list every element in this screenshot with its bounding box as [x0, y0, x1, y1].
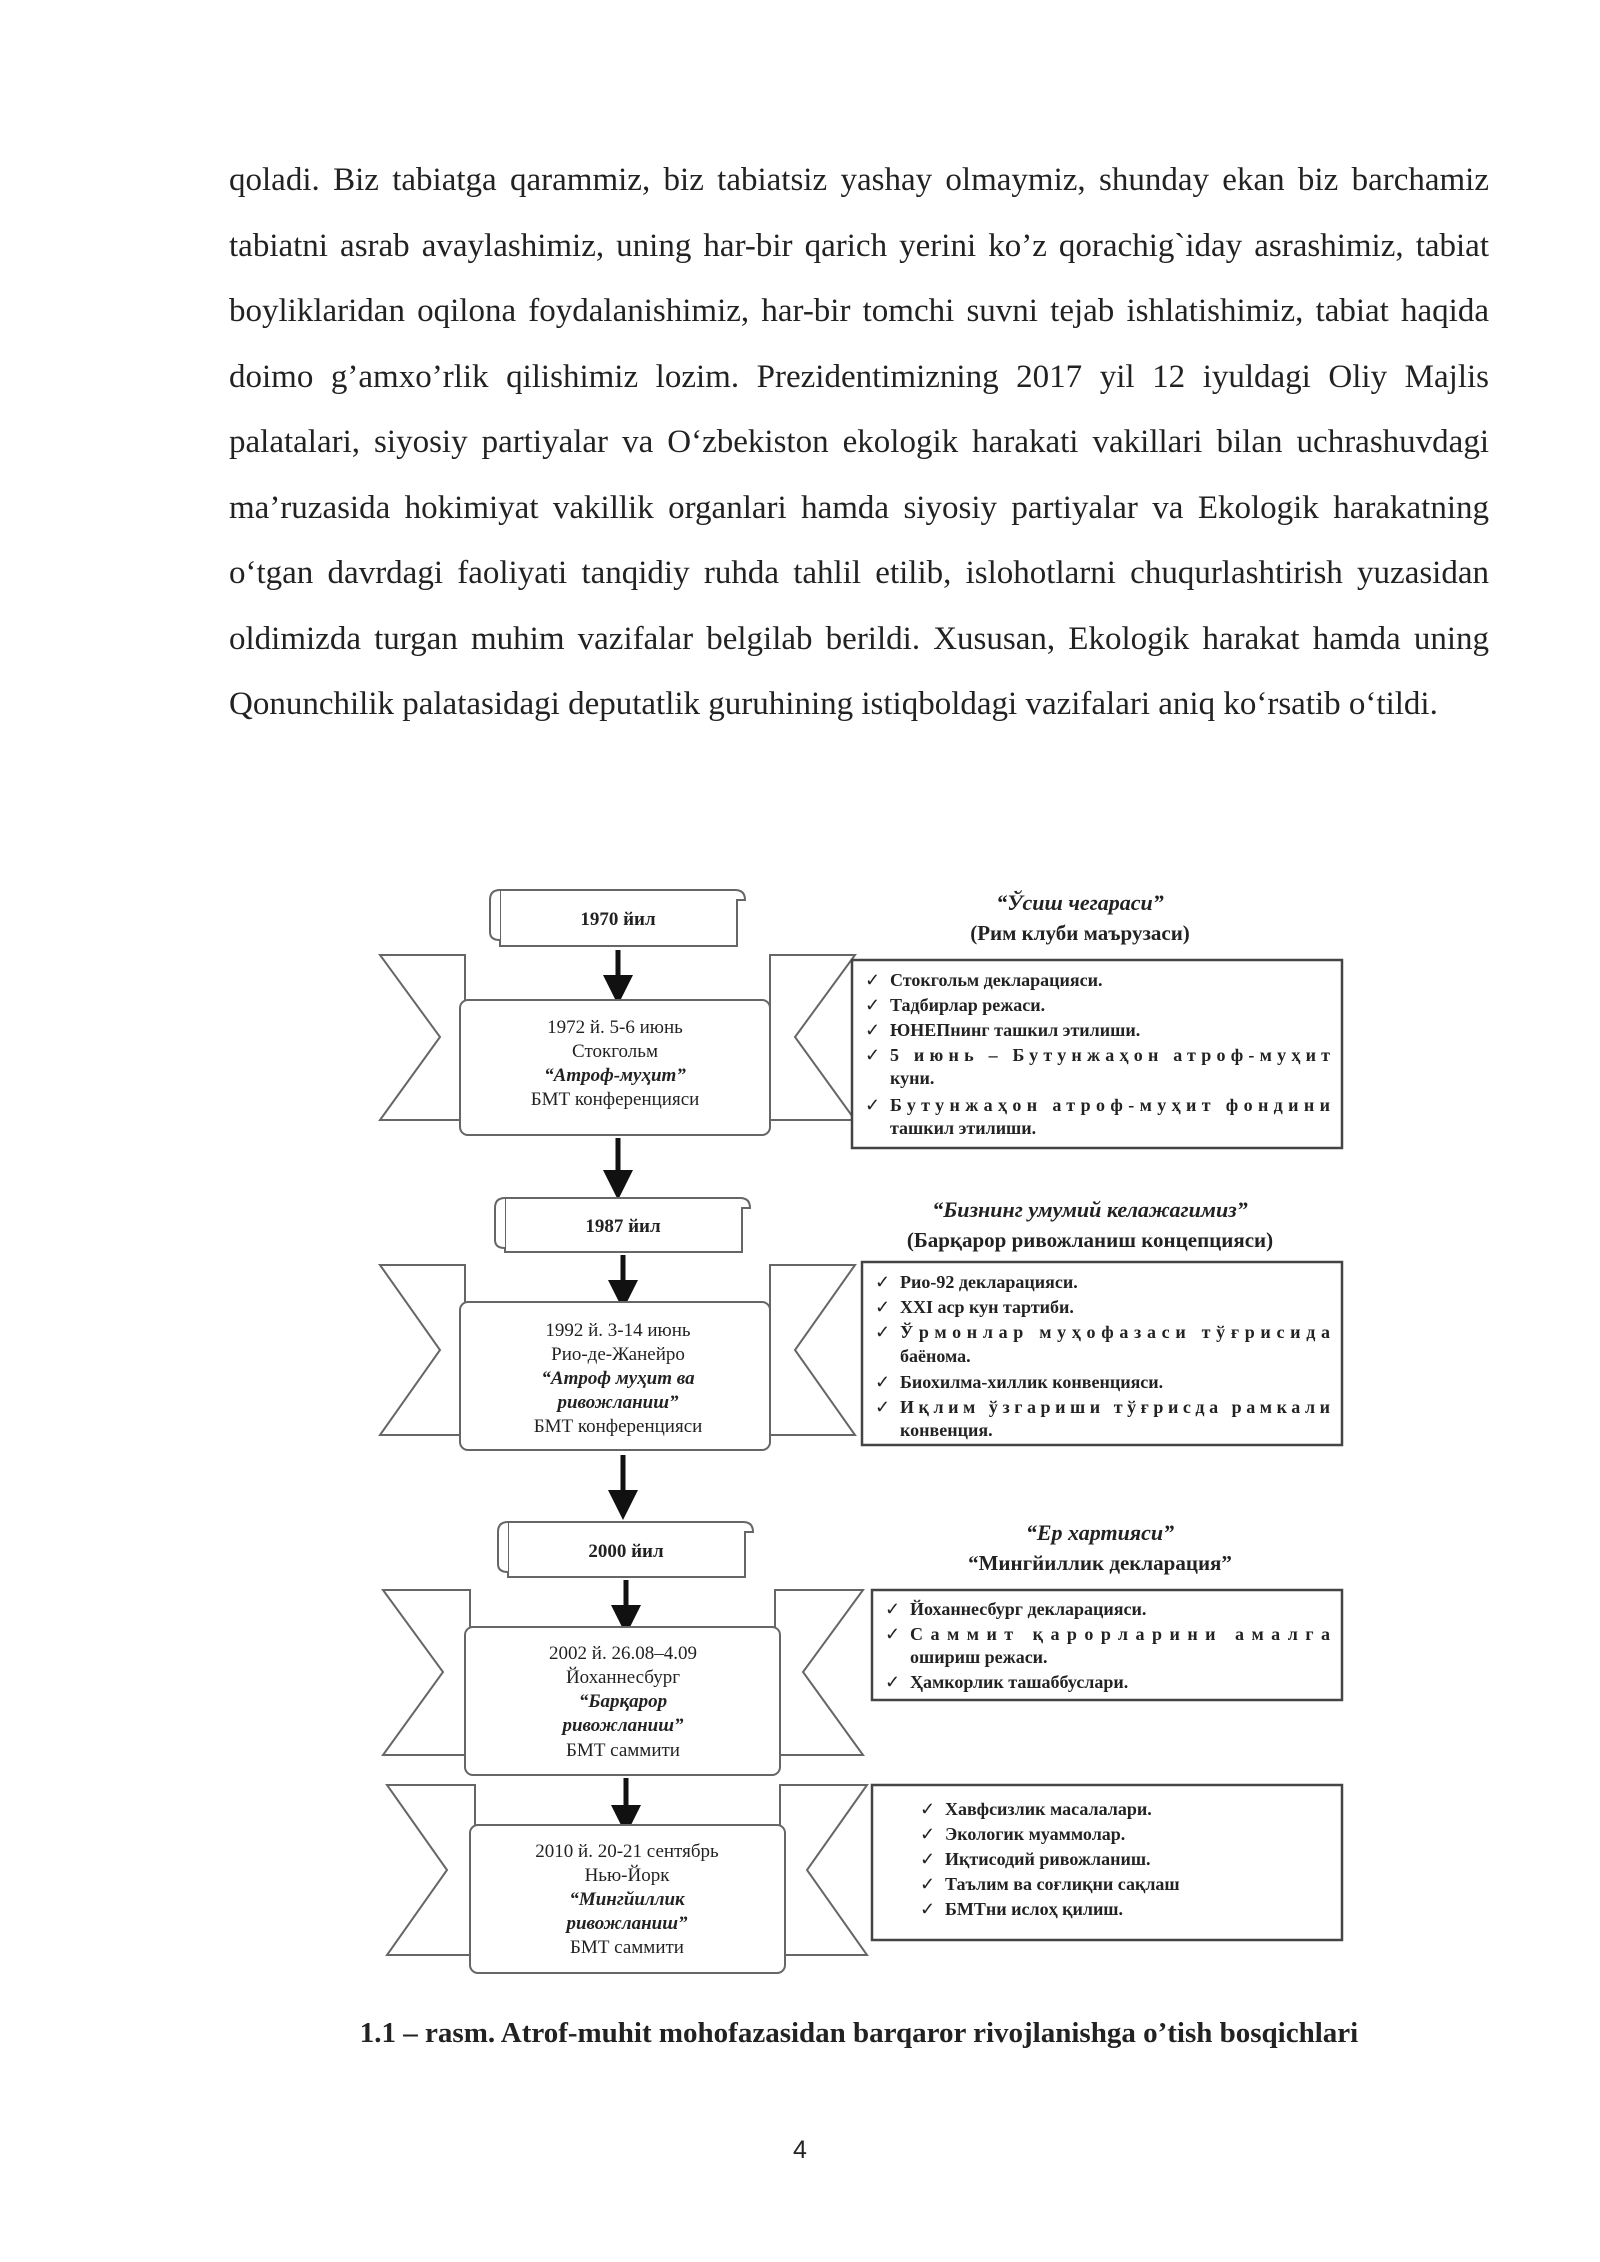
list1-item-4-cont: куни.: [890, 1068, 935, 1088]
heading3-title: “Ер хартияси”: [1025, 1520, 1175, 1545]
figure-caption: 1.1 – rasm. Atrof-muhit mohofazasidan barqaror rivojlanishga o’tish bosqichlari: [359, 2017, 1359, 2049]
check-icon: ✓: [865, 995, 881, 1015]
conf1-type: БМТ конференцияси: [530, 1089, 700, 1110]
check-icon: ✓: [920, 1824, 936, 1844]
heading2-subtitle: (Барқарор ривожланиш концепцияси): [906, 1228, 1274, 1252]
conf4-type: БМТ саммити: [570, 1937, 684, 1958]
year-banner-1970: [490, 890, 745, 946]
conf2-place: Рио-де-Жанейро: [551, 1344, 685, 1365]
outcomes-box-2: [862, 1262, 1342, 1445]
outcomes-box-1: [852, 960, 1342, 1148]
conf4-title-2: ривожланиш”: [566, 1913, 688, 1934]
list3-item-2: Саммит қарорларини амалга: [910, 1624, 1330, 1644]
heading2-title: “Бизнинг умумий келажагимиз”: [932, 1197, 1248, 1222]
conf2-date: 1992 й. 3-14 июнь: [545, 1320, 691, 1341]
page-number: 4: [793, 2136, 807, 2164]
check-icon: ✓: [885, 1599, 901, 1619]
year-label-1987: 1987 йил: [585, 1216, 661, 1237]
list2-item-2: XXI аср кун тартиби.: [900, 1297, 1074, 1317]
check-icon: ✓: [865, 1045, 881, 1065]
list2-item-5-cont: конвенция.: [900, 1420, 993, 1440]
body-paragraph: qoladi. Biz tabiatga qarammiz, biz tabiatsiz yashay olmaymiz, shunday ekan biz barchamiz tabiatni asrab avaylashimiz, uning har-bir qarich yerini ko’z qorachig`iday asrashimiz, tabiat boyliklaridan oqilona foydalanishimiz, har-bir tomchi suvni tejab ishlatishimiz, tabiat haqida doimo g’amxo’rlik qilishimiz lozim. Prezidentimizning 2017 yil 12 iyuldagi Oliy Majlis palatalari, siyosiy partiyalar va O‘zbekiston ekologik harakati vakillari bilan uchrashuvdagi ma’ruzasida hokimiyat vakillik organlari hamda siyosiy partiyalar va Ekologik harakatning o‘tgan davrdagi faoliyati tanqidiy ruhda tahlil etilib, islohotlarni chuqurlashtirish yuzasidan oldimizda turgan muhim vazifalar belgilab berildi. Xususan, Ekologik harakat hamda uning Qonunchilik palatasidagi deputatlik guruhining istiqboldagi vazifalari aniq ko‘rsatib o‘tildi.: [229, 162, 1489, 722]
check-icon: ✓: [885, 1624, 901, 1644]
check-icon: ✓: [865, 970, 881, 990]
list2-item-3: Ўрмонлар муҳофазаси тўғрисида: [900, 1322, 1330, 1342]
list2-item-1: Рио-92 декларацияси.: [900, 1272, 1078, 1292]
check-icon: ✓: [920, 1899, 936, 1919]
list3-item-3: Ҳамкорлик ташаббуслари.: [910, 1672, 1129, 1692]
year-label-1970: 1970 йил: [580, 909, 656, 930]
year-banner-2000: [498, 1522, 753, 1577]
conference-ribbon-1992: [380, 1265, 855, 1450]
conf1-title: “Атроф-муҳит”: [544, 1065, 686, 1086]
heading1-title: “Ўсиш чегараси”: [996, 890, 1164, 915]
list1-item-5-cont: ташкил этилиши.: [890, 1118, 1037, 1138]
year-banner-1987: [495, 1198, 750, 1252]
check-icon: ✓: [920, 1799, 936, 1819]
conf3-type: БМТ саммити: [566, 1740, 680, 1761]
list4-item-2: Экологик муаммолар.: [945, 1824, 1126, 1844]
list2-item-4: Биохилма-хиллик конвенцияси.: [900, 1372, 1164, 1392]
list3-item-1: Йоханнесбург декларацияси.: [910, 1599, 1147, 1619]
conf3-title-2: ривожланиш”: [562, 1715, 684, 1736]
list1-item-5: Бутунжаҳон атроф-муҳит фондини: [890, 1095, 1330, 1115]
check-icon: ✓: [865, 1020, 881, 1040]
year-label-2000: 2000 йил: [588, 1541, 664, 1562]
check-icon: ✓: [875, 1372, 891, 1392]
list4-item-4: Таълим ва соғлиқни сақлаш: [945, 1874, 1180, 1894]
list1-item-4: 5 июнь – Бутунжаҳон атроф-муҳит: [890, 1045, 1330, 1065]
conf1-date: 1972 й. 5-6 июнь: [547, 1017, 683, 1038]
conf3-place: Йоханнесбург: [565, 1667, 681, 1688]
check-icon: ✓: [875, 1297, 891, 1317]
check-icon: ✓: [875, 1397, 891, 1417]
conf3-title-1: “Барқарор: [578, 1691, 668, 1712]
list1-item-1: Стокгольм декларацияси.: [890, 970, 1103, 990]
stages-figure: [375, 870, 1355, 1995]
conf2-type: БМТ конференцияси: [533, 1416, 703, 1437]
list2-item-5: Иқлим ўзгариши тўғрисда рамкали: [900, 1397, 1330, 1417]
conf2-title-2: ривожланиш”: [557, 1392, 679, 1413]
check-icon: ✓: [875, 1272, 891, 1292]
conf4-title-1: “Мингйиллик: [569, 1889, 685, 1910]
conf1-place: Стокгольм: [572, 1041, 658, 1062]
heading1-subtitle: (Рим клуби маърузаси): [970, 921, 1190, 945]
check-icon: ✓: [875, 1322, 891, 1342]
check-icon: ✓: [920, 1849, 936, 1869]
conf4-place: Нью-Йорк: [584, 1865, 670, 1886]
check-icon: ✓: [885, 1672, 901, 1692]
conf4-date: 2010 й. 20-21 сентябрь: [535, 1841, 719, 1862]
list4-item-3: Иқтисодий ривожланиш.: [945, 1849, 1151, 1869]
conference-ribbon-2002: [383, 1590, 863, 1775]
list1-item-3: ЮНЕПнинг ташкил этилиши.: [890, 1020, 1141, 1040]
outcomes-box-4: [872, 1785, 1342, 1940]
list4-item-1: Хавфсизлик масалалари.: [945, 1799, 1152, 1819]
check-icon: ✓: [865, 1095, 881, 1115]
outcomes-box-3: [872, 1590, 1342, 1700]
conf3-date: 2002 й. 26.08–4.09: [549, 1643, 697, 1664]
list3-item-2-cont: ошириш режаси.: [910, 1647, 1048, 1667]
check-icon: ✓: [920, 1874, 936, 1894]
list4-item-5: БМТни ислоҳ қилиш.: [945, 1899, 1124, 1919]
conf2-title-1: “Атроф муҳит ва: [541, 1368, 695, 1389]
heading3-subtitle: “Мингйиллик декларация”: [968, 1551, 1232, 1575]
list2-item-3-cont: баёнома.: [900, 1346, 971, 1366]
list1-item-2: Тадбирлар режаси.: [890, 995, 1046, 1015]
